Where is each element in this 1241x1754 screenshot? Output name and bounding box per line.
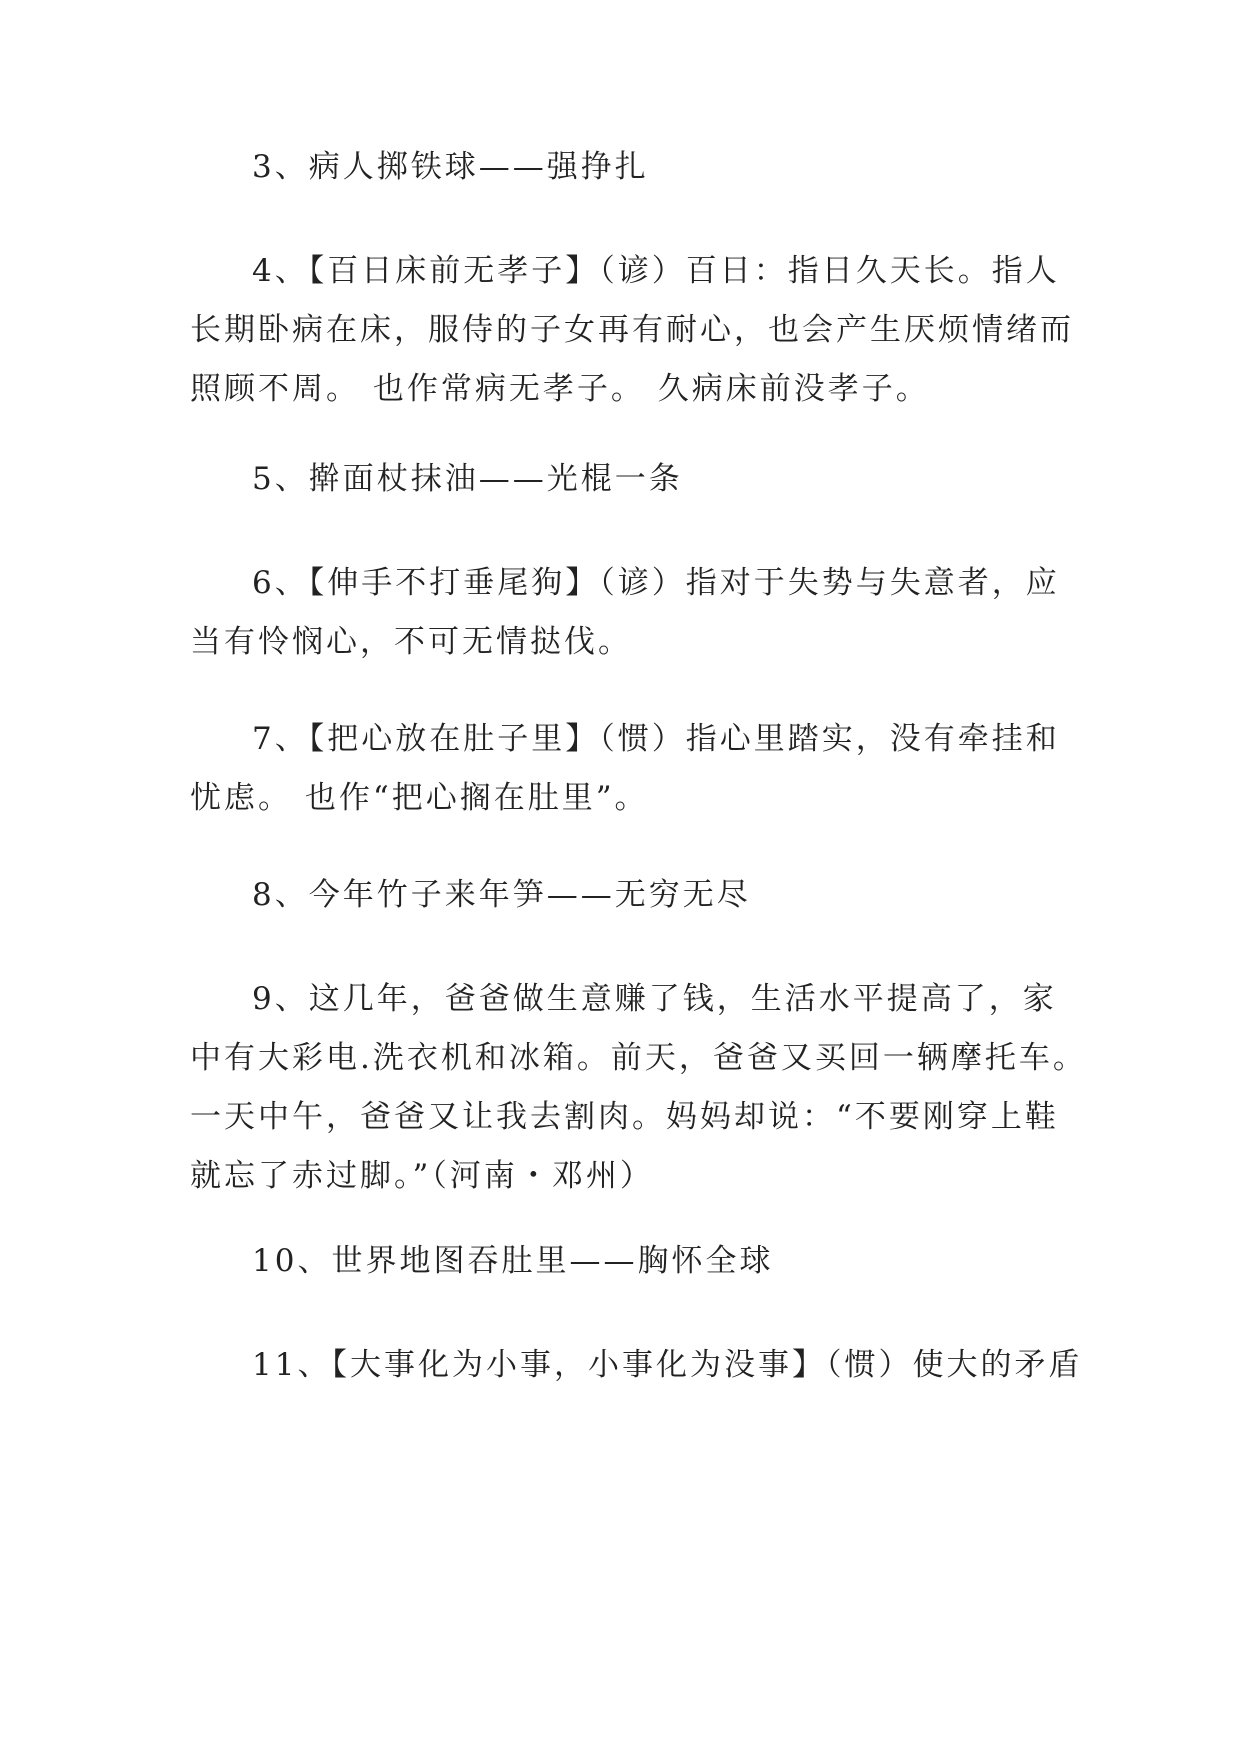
text-line: 长期卧病在床，服侍的子女再有耐心，也会产生厌烦情绪而 (190, 312, 1074, 348)
item-5 (190, 450, 1060, 509)
text-line: 10、世界地图吞肚里——胸怀全球 (252, 1243, 774, 1279)
text-line: 5、擀面杖抹油——光棍一条 (252, 461, 683, 497)
text-line: 3、病人掷铁球——强挣扎 (252, 149, 649, 185)
item-7 (190, 710, 1060, 828)
item-6 (190, 554, 1060, 672)
text-line: 就忘了赤过脚。”（河南・邓州） (190, 1158, 654, 1194)
text-line: 9、这几年，爸爸做生意赚了钱，生活水平提高了，家 (252, 981, 1057, 1017)
text-line: 7、【把心放在肚子里】（惯）指心里踏实，没有牵挂和 (252, 721, 1060, 757)
text-line: 当有怜悯心，不可无情挞伐。 (190, 624, 632, 660)
text-line: 4、【百日床前无孝子】（谚）百日：指日久天长。指人 (252, 253, 1060, 289)
text-line: 6、【伸手不打垂尾狗】（谚）指对于失势与失意者，应 (252, 565, 1060, 601)
text-line: 照顾不周。 也作常病无孝子。 久病床前没孝子。 (190, 371, 930, 407)
text-line: 8、今年竹子来年笋——无穷无尽 (252, 877, 751, 913)
item-4 (190, 242, 1074, 419)
item-11 (190, 1336, 1083, 1395)
text-line: 11、【大事化为小事，小事化为没事】（惯）使大的矛盾 (252, 1347, 1083, 1383)
item-3 (190, 138, 1060, 197)
text-line: 中有大彩电.洗衣机和冰箱。前天，爸爸又买回一辆摩托车。 (190, 1040, 1087, 1076)
item-9 (190, 970, 1087, 1206)
text-line: 忧虑。 也作“把心搁在肚里”。 (190, 780, 649, 816)
item-8 (190, 866, 1060, 925)
item-10 (190, 1232, 1060, 1291)
text-line: 一天中午，爸爸又让我去割肉。妈妈却说：“不要刚穿上鞋 (190, 1099, 1059, 1135)
